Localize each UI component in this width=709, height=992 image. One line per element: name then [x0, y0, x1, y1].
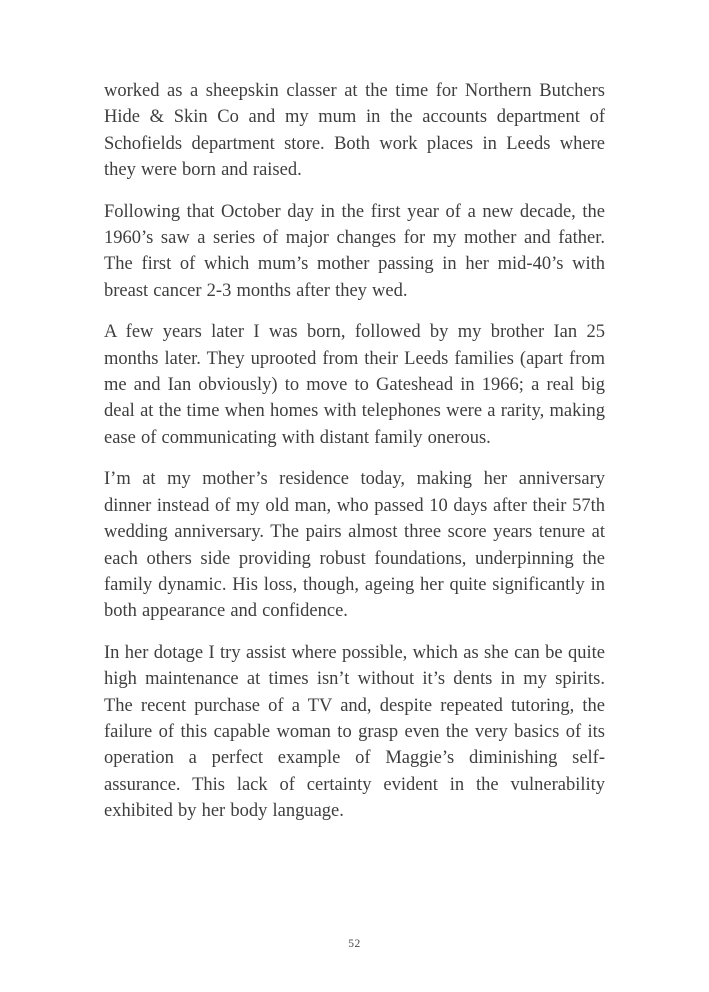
- paragraph: Following that October day in the first year of a new decade, the 1960’s saw a series of major changes for my mother and father. The first of which mum’s mother passing in her mid-40’s with breast cancer 2-3 months after they wed.: [104, 201, 605, 301]
- paragraph: worked as a sheepskin classer at the time for Northern Butchers Hide & Skin Co and my mum in the accounts department of Schofields department store. Both work places in Leeds where they were born and raised.: [104, 81, 605, 181]
- paragraph: I’m at my mother’s residence today, making her anniversary dinner instead of my old man, who passed 10 days after their 57th wedding anniversary. The pairs almost three score years tenure at each others side providing robust foundations, underpinning the family dynamic. His loss, though, ageing her quite significantly in both appearance and confidence.: [104, 469, 605, 622]
- paragraph: In her dotage I try assist where possible, which as she can be quite high maintenance at times isn’t without it’s dents in my spirits. The recent purchase of a TV and, despite repeated tutoring, the failure of this capable woman to grasp even the very basics of its operation a perfect example of Maggie’s diminishing self-assurance. This lack of certainty evident in the vulnerability exhibited by her body language.: [104, 642, 605, 822]
- paragraph: A few years later I was born, followed by my brother Ian 25 months later. They uprooted from their Leeds families (apart from me and Ian obviously) to move to Gateshead in 1966; a real big deal at the time when homes with telephones were a rarity, making ease of communicating with distant family onerous.: [104, 322, 605, 448]
- page-number: 52: [348, 938, 361, 950]
- text-block: [104, 78, 605, 825]
